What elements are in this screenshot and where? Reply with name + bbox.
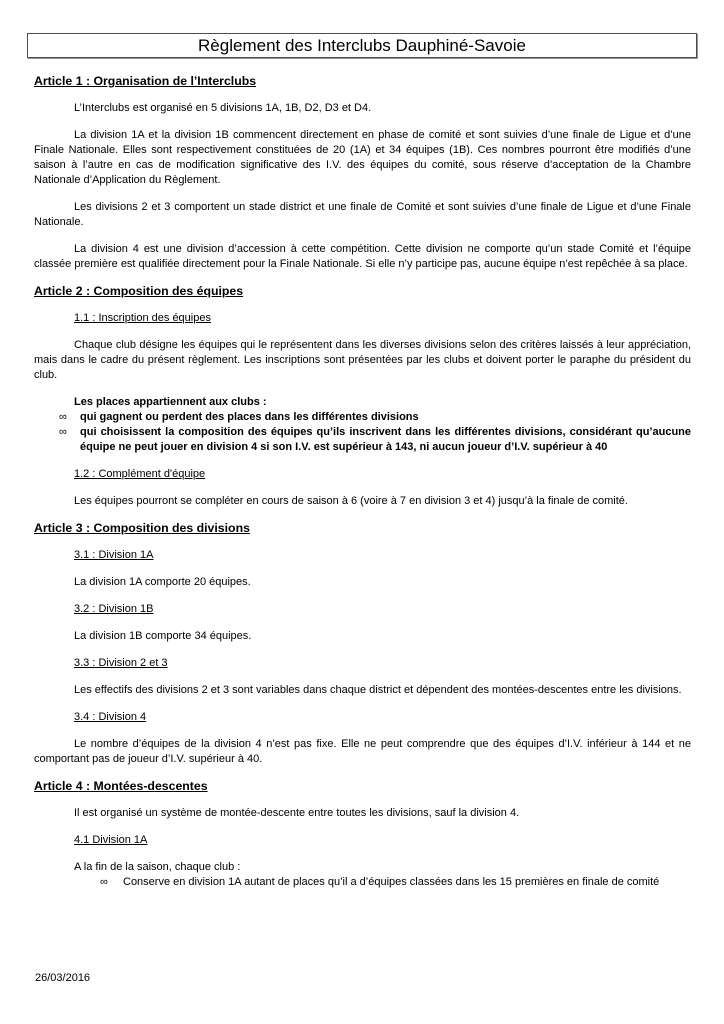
article-heading: Article 2 : Composition des équipes bbox=[34, 284, 244, 298]
bullet-item bbox=[34, 410, 691, 425]
bullet-list bbox=[34, 875, 691, 890]
paragraph: La division 1B comporte 34 équipes. bbox=[74, 630, 252, 642]
bullet-item bbox=[34, 875, 691, 890]
article-heading: Article 3 : Composition des divisions bbox=[34, 521, 250, 535]
paragraph: Chaque club désigne les équipes qui le représentent dans les diverses divisions selon des critères laissés à leur appréciation, mais dans le cadre du présent règlement. Les inscriptions sont présentées par les clubs et doivent porter le paraphe du président du club. bbox=[34, 339, 691, 381]
bullet-list bbox=[34, 410, 691, 455]
paragraph: Le nombre d’équipes de la division 4 n’est pas fixe. Elle ne peut comprendre que des équipes d’I.V. inférieur à 144 et ne comportant pas de joueur d’I.V. supérieur à 40. bbox=[34, 738, 691, 765]
document-title: Règlement des Interclubs Dauphiné-Savoie bbox=[198, 36, 526, 55]
paragraph: Les divisions 2 et 3 comportent un stade district et une finale de Comité et sont suivies d’une finale de Ligue et d’une Finale Nationale. bbox=[34, 201, 691, 228]
sub-heading: 3.3 : Division 2 et 3 bbox=[74, 657, 168, 669]
bullet-item bbox=[34, 425, 691, 455]
sub-heading: 3.2 : Division 1B bbox=[74, 603, 154, 615]
bullet-text: qui choisissent la composition des équipes qu’ils inscrivent dans les différentes divisions, considérant qu’aucune équipe ne peut jouer en division 4 si son I.V. est supérieur à 143, ni aucun joueur d’I.V. supérieur à 40 bbox=[80, 426, 691, 453]
infinity-bullet-icon: ∞ bbox=[59, 426, 67, 438]
sub-heading: 3.4 : Division 4 bbox=[74, 711, 147, 723]
paragraph: Les effectifs des divisions 2 et 3 sont variables dans chaque district et dépendent des montées-descentes entre les divisions. bbox=[74, 684, 682, 696]
article-heading: Article 4 : Montées-descentes bbox=[34, 779, 208, 793]
infinity-bullet-icon: ∞ bbox=[59, 411, 67, 423]
document-content bbox=[34, 74, 691, 890]
sub-heading: 4.1 Division 1A bbox=[74, 834, 148, 846]
paragraph: Les équipes pourront se compléter en cours de saison à 6 (voire à 7 en division 3 et 4) jusqu’à la finale de comité. bbox=[74, 495, 628, 507]
paragraph: La division 4 est une division d’accession à cette compétition. Cette division ne comporte qu’un stade Comité et l’équipe classée première est qualifiée directement pour la Finale Nationale. Si elle n’y participe pas, aucune équipe n’est repêchée à sa place. bbox=[34, 243, 691, 270]
bullet-text: Conserve en division 1A autant de places qu’il a d’équipes classées dans les 15 premières en finale de comité bbox=[123, 876, 660, 888]
paragraph: Il est organisé un système de montée-descente entre toutes les divisions, sauf la division 4. bbox=[74, 807, 520, 819]
document-title-box bbox=[27, 33, 697, 58]
paragraph: La division 1A comporte 20 équipes. bbox=[74, 576, 251, 588]
bold-lead-line: Les places appartiennent aux clubs : bbox=[74, 396, 267, 408]
paragraph: La division 1A et la division 1B commencent directement en phase de comité et sont suivies d’une finale de Ligue et d’une Finale Nationale. Elles sont respectivement constituées de 20 (1A) et 34 équipes (1B). Ces nombres pourront être modifiés d’une saison à l’autre en cas de modification significative des I.V. des équipes du comité, sous réserve d’acceptation de la Chambre Nationale d’Application du Règlement. bbox=[34, 129, 691, 186]
indent-line: A la fin de la saison, chaque club : bbox=[74, 861, 241, 873]
bullet-text: qui gagnent ou perdent des places dans les différentes divisions bbox=[80, 411, 419, 423]
sub-heading: 1.2 : Complément d'équipe bbox=[74, 468, 206, 480]
article-heading: Article 1 : Organisation de l’Interclubs bbox=[34, 74, 257, 88]
paragraph: L’Interclubs est organisé en 5 divisions 1A, 1B, D2, D3 et D4. bbox=[74, 102, 372, 114]
sub-heading: 3.1 : Division 1A bbox=[74, 549, 154, 561]
footer-date: 26/03/2016 bbox=[35, 972, 91, 984]
infinity-bullet-icon: ∞ bbox=[100, 876, 108, 888]
sub-heading: 1.1 : Inscription des équipes bbox=[74, 312, 211, 324]
